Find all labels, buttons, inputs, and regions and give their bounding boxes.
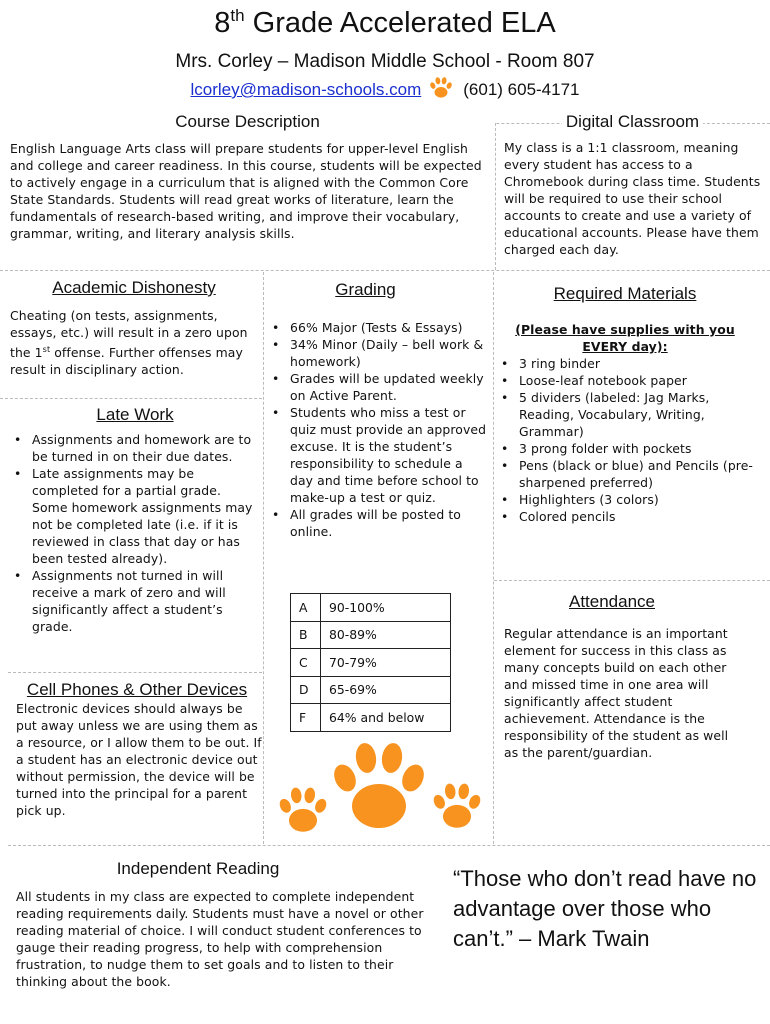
section-heading: Late Work (96, 405, 174, 424)
table-row: D 65-69% (291, 676, 451, 704)
materials-list (497, 355, 767, 525)
section-heading: Attendance (568, 592, 655, 611)
materials-note: (Please have supplies with you EVERY day): (515, 322, 735, 354)
section-heading: Digital Classroom (562, 112, 703, 131)
section-heading: Course Description (171, 112, 324, 131)
divider (0, 270, 770, 271)
digital-classroom-section (495, 112, 770, 132)
list-item: • 3 prong folder with pockets (497, 440, 767, 457)
independent-reading-text: All students in my class are expected to complete independent reading requirements daily. Students must have a novel or other reading material of choice. I will conduct student conferences to gauge their reading progress, to help with comprehension frustration, to nudge them to set goals and to listen to their thinking about the book. (16, 889, 424, 989)
divider (8, 672, 262, 673)
table-row: B 80-89% (291, 621, 451, 649)
paw-print-icon (276, 785, 330, 837)
list-item: • Highlighters (3 colors) (497, 491, 767, 508)
list-item: • 3 ring binder (497, 355, 767, 372)
divider (0, 398, 262, 399)
divider (493, 272, 494, 844)
list-item: • Students who miss a test or quiz must provide an approved excuse. It is the student’s responsibility to schedule a day and time before school to make-up a test or quiz. (268, 404, 488, 506)
quote: “Those who don’t read have no advantage over those who can’t.” – Mark Twain (453, 866, 757, 951)
grading-scale-table (290, 593, 451, 732)
list-item: • Assignments and homework are to be turned in on their due dates. (10, 431, 255, 465)
attendance-text: Regular attendance is an important element for success in this class as many concepts build on each other and missed time in one area will significantly affect student achievement. Attendance is the responsibility of the student as well as the parent/guardian. (504, 626, 729, 760)
course-description-section (0, 112, 495, 132)
page-title: 8th Grade Accelerated ELA (214, 6, 556, 39)
section-heading: Independent Reading (116, 859, 280, 878)
paw-print-icon (327, 738, 431, 838)
list-item: • 5 dividers (labeled: Jag Marks, Reading, Vocabulary, Writing, Grammar) (497, 389, 767, 440)
academic-dishonesty-text: Cheating (on tests, assignments, essays, etc.) will result in a zero upon the 1st offense. Further offenses may result in disciplinary action. (10, 308, 248, 378)
paw-print-icon (430, 781, 484, 833)
divider (8, 845, 770, 846)
section-heading: Cell Phones & Other Devices (26, 680, 248, 699)
section-heading: Academic Dishonesty (52, 278, 216, 297)
table-row: F 64% and below (291, 704, 451, 732)
divider (263, 272, 264, 844)
grading-list (268, 319, 488, 540)
divider (494, 580, 770, 581)
list-item: • 66% Major (Tests & Essays) (268, 319, 488, 336)
list-item: • Assignments not turned in will receive a mark of zero and will significantly affect a student’s grade. (10, 567, 255, 635)
list-item: • Loose-leaf notebook paper (497, 372, 767, 389)
section-heading: Grading (335, 280, 396, 299)
list-item: • 34% Minor (Daily – bell work & homework) (268, 336, 488, 370)
list-item: • Colored pencils (497, 508, 767, 525)
list-item: • Grades will be updated weekly on Active Parent. (268, 370, 488, 404)
list-item: • All grades will be posted to online. (268, 506, 488, 540)
table-row: C 70-79% (291, 649, 451, 677)
course-description-text: English Language Arts class will prepare students for upper-level English and college and career readiness. In this course, students will be expected to actively engage in a curriculum that is aligned with the Common Core State Standards. Students will read great works of literature, learn the fundamentals of research-based writing, and improve their vocabulary, grammar, writing, and literary analysis skills. (10, 141, 482, 241)
section-heading: Required Materials (553, 284, 697, 303)
contact-line (0, 76, 770, 100)
late-work-list (10, 431, 255, 635)
teacher-info: Mrs. Corley – Madison Middle School - Room 807 (175, 51, 595, 72)
list-item: • Late assignments may be completed for a partial grade. Some homework assignments may not be completed late (i.e. if it is reviewed in class that day or has been tested already). (10, 465, 255, 567)
paw-icon (427, 76, 455, 100)
divider (495, 123, 496, 270)
email-link[interactable]: lcorley@madison-schools.com (190, 80, 422, 99)
table-row: A 90-100% (291, 594, 451, 622)
phone-number: (601) 605-4171 (463, 80, 580, 99)
list-item: • Pens (black or blue) and Pencils (pre-sharpened preferred) (497, 457, 767, 491)
cell-phones-text: Electronic devices should always be put away unless we are using them as a resource, or I allow them to be out. If a student has an electronic device out without permission, the device will be turned into the principal for a parent pick up. (16, 701, 262, 818)
digital-classroom-text: My class is a 1:1 classroom, meaning every student has access to a Chromebook during class time. Students will be required to use their school accounts to create and use a variety of educational accounts. Please have them charged each day. (504, 140, 761, 257)
